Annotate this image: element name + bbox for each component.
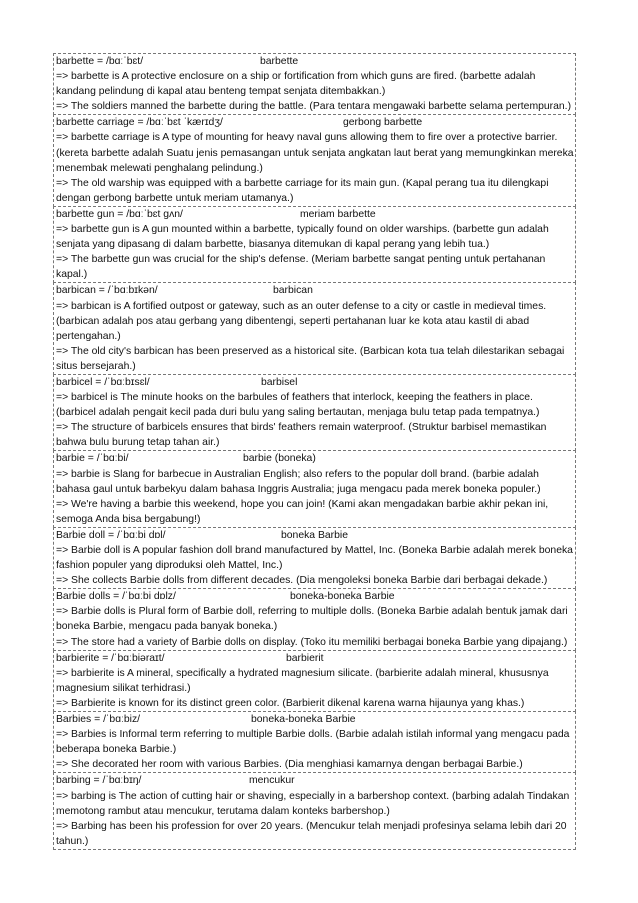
- entry-example: => She collects Barbie dolls from different decades. (Dia mengoleksi boneka Barbie dari berbagai dekade.): [56, 575, 548, 587]
- entry-example: => She decorated her room with various Barbies. (Dia menghiasi kamarnya dengan berbagai Barbie.): [56, 759, 523, 771]
- entry-example: => We're having a barbie this weekend, hope you can join! (Kami akan mengadakan barbie akhir pekan ini, semoga Anda bisa bergabung!): [56, 498, 549, 525]
- entry-example: => The soldiers manned the barbette during the battle. (Para tentara mengawaki barbette selama pertempuran.): [56, 101, 572, 113]
- entry-example: => The old warship was equipped with a barbette carriage for its main gun. (Kapal perang tua itu dilengkapi dengan gerbong barbette untuk meriam utamanya.): [56, 177, 549, 204]
- entry-term: barbette gun = /bɑːˈbɛt ɡʌn/: [56, 208, 183, 220]
- dictionary-entry-list: [53, 54, 576, 850]
- entry-definition: => barbette carriage is A type of mounting for heavy naval guns allowing them to fire over a protective barrier. (kereta barbette adalah Suatu jenis pemasangan untuk senjata angkatan laut berat yang memungkinkan mereka menembak melewati penghalang pelindung.): [56, 132, 574, 174]
- entry-translation: barbette: [260, 56, 299, 67]
- entry-translation: boneka-boneka Barbie: [290, 591, 395, 603]
- entry-example: => Barbierite is known for its distinct green color. (Barbierit dikenal karena warna hijaunya yang khas.): [56, 697, 525, 709]
- dictionary-entry: [53, 772, 576, 849]
- entry-header: [56, 115, 574, 130]
- entry-header: [56, 712, 574, 727]
- entry-example: => The barbette gun was crucial for the ship's defense. (Meriam barbette sangat penting untuk pertahanan kapal.): [56, 254, 546, 281]
- entry-definition: => Barbies is Informal term referring to multiple Barbie dolls. (Barbie adalah istilah informal yang mengacu pada beberapa boneka Barbie.): [56, 729, 570, 756]
- entry-term: barbette = /bɑːˈbɛt/: [56, 56, 144, 67]
- entry-translation: barbie (boneka): [243, 453, 316, 465]
- entry-translation: mencukur: [249, 775, 295, 787]
- dictionary-entry: [53, 282, 576, 375]
- entry-definition: => barbierite is A mineral, specifically a hydrated magnesium silicate. (barbierite adalah mineral, khususnya magnesium silikat terhidrasi.): [56, 667, 549, 694]
- entry-definition: => Barbie dolls is Plural form of Barbie doll, referring to multiple dolls. (Boneka Barbie adalah bentuk jamak dari boneka Barbie, mengacu pada banyak boneka.): [56, 606, 568, 633]
- entry-term: barbierite = /ˈbɑːbiəraɪt/: [56, 652, 165, 664]
- entry-header: [56, 283, 574, 298]
- entry-definition: => barbicel is The minute hooks on the barbules of feathers that interlock, keeping the feathers in place. (barbicel adalah pengait kecil pada duri bulu yang saling bertautan, menjaga bulu tetap pada tempatnya.): [56, 392, 540, 419]
- entry-translation: meriam barbette: [300, 208, 376, 220]
- dictionary-entry: [53, 588, 576, 650]
- entry-header: [56, 528, 574, 543]
- dictionary-entry: [53, 114, 576, 207]
- entry-definition: => barbing is The action of cutting hair or shaving, especially in a barbershop context. (barbing adalah Tindakan memotong rambut atau mencukur, terutama dalam konteks barbershop.): [56, 790, 570, 817]
- entry-header: [56, 451, 574, 466]
- entry-example: => Barbing has been his profession for over 20 years. (Mencukur telah menjadi profesinya selama lebih dari 20 tahun.): [56, 820, 567, 847]
- entry-example: => The old city's barbican has been preserved as a historical site. (Barbican kota tua telah dilestarikan sebagai situs bersejarah.): [56, 345, 565, 372]
- entry-definition: => barbette is A protective enclosure on a ship or fortification from which guns are fired. (barbette adalah kandang pelindung di kapal atau benteng tempat senjata ditembakkan.): [56, 71, 536, 98]
- dictionary-entry: [53, 650, 576, 712]
- dictionary-entry: [53, 53, 576, 115]
- dictionary-entry: [53, 450, 576, 527]
- entry-header: [56, 54, 574, 69]
- entry-term: barbie = /ˈbɑːbi/: [56, 453, 129, 465]
- entry-translation: boneka Barbie: [281, 529, 349, 541]
- entry-translation: boneka-boneka Barbie: [251, 714, 356, 726]
- entry-term: Barbies = /ˈbɑːbiz/: [56, 714, 141, 726]
- entry-definition: => Barbie doll is A popular fashion doll brand manufactured by Mattel, Inc. (Boneka Barbie adalah merek boneka fashion populer yang diproduksi oleh Mattel, Inc.): [56, 545, 573, 572]
- entry-translation: barbierit: [286, 652, 324, 664]
- entry-term: Barbie doll = /ˈbɑːbi dɒl/: [56, 529, 166, 541]
- entry-header: [56, 651, 574, 666]
- entry-header: [56, 773, 574, 788]
- entry-example: => The store had a variety of Barbie dolls on display. (Toko itu memiliki berbagai boneka Barbie yang dipajang.): [56, 636, 568, 648]
- entry-translation: gerbong barbette: [343, 117, 423, 129]
- entry-term: barbing = /ˈbɑːbɪŋ/: [56, 775, 142, 787]
- entry-term: barbette carriage = /bɑːˈbɛt ˈkærɪdʒ/: [56, 117, 223, 129]
- entry-term: barbicel = /ˈbɑːbɪsɛl/: [56, 376, 150, 388]
- entry-definition: => barbican is A fortified outpost or gateway, such as an outer defense to a city or castle in medieval times. (barbican adalah pos atau gerbang yang dibentengi, seperti pertahanan luar ke kota atau kastil di abad pertengahan.): [56, 300, 547, 342]
- entry-term: Barbie dolls = /ˈbɑːbi dɒlz/: [56, 591, 176, 603]
- dictionary-entry: [53, 206, 576, 283]
- entry-translation: barbican: [273, 285, 313, 297]
- dictionary-entry: [53, 527, 576, 589]
- dictionary-entry: [53, 711, 576, 773]
- entry-example: => The structure of barbicels ensures that birds' feathers remain waterproof. (Struktur barbisel memastikan bahwa bulu burung tetap tahan air.): [56, 422, 547, 449]
- entry-header: [56, 589, 574, 604]
- entry-translation: barbisel: [261, 376, 298, 388]
- dictionary-entry: [53, 374, 576, 451]
- entry-header: [56, 375, 574, 390]
- entry-header: [56, 207, 574, 222]
- entry-definition: => barbie is Slang for barbecue in Australian English; also refers to the popular doll brand. (barbie adalah bahasa gaul untuk barbekyu dalam bahasa Inggris Australia; juga mengacu pada merek boneka populer.): [56, 468, 541, 495]
- entry-definition: => barbette gun is A gun mounted within a barbette, typically found on older warships. (barbette gun adalah senjata yang dipasang di dalam barbette, biasanya ditemukan di kapal perang yang lebih tua.): [56, 224, 549, 251]
- entry-term: barbican = /ˈbɑːbɪkən/: [56, 285, 158, 297]
